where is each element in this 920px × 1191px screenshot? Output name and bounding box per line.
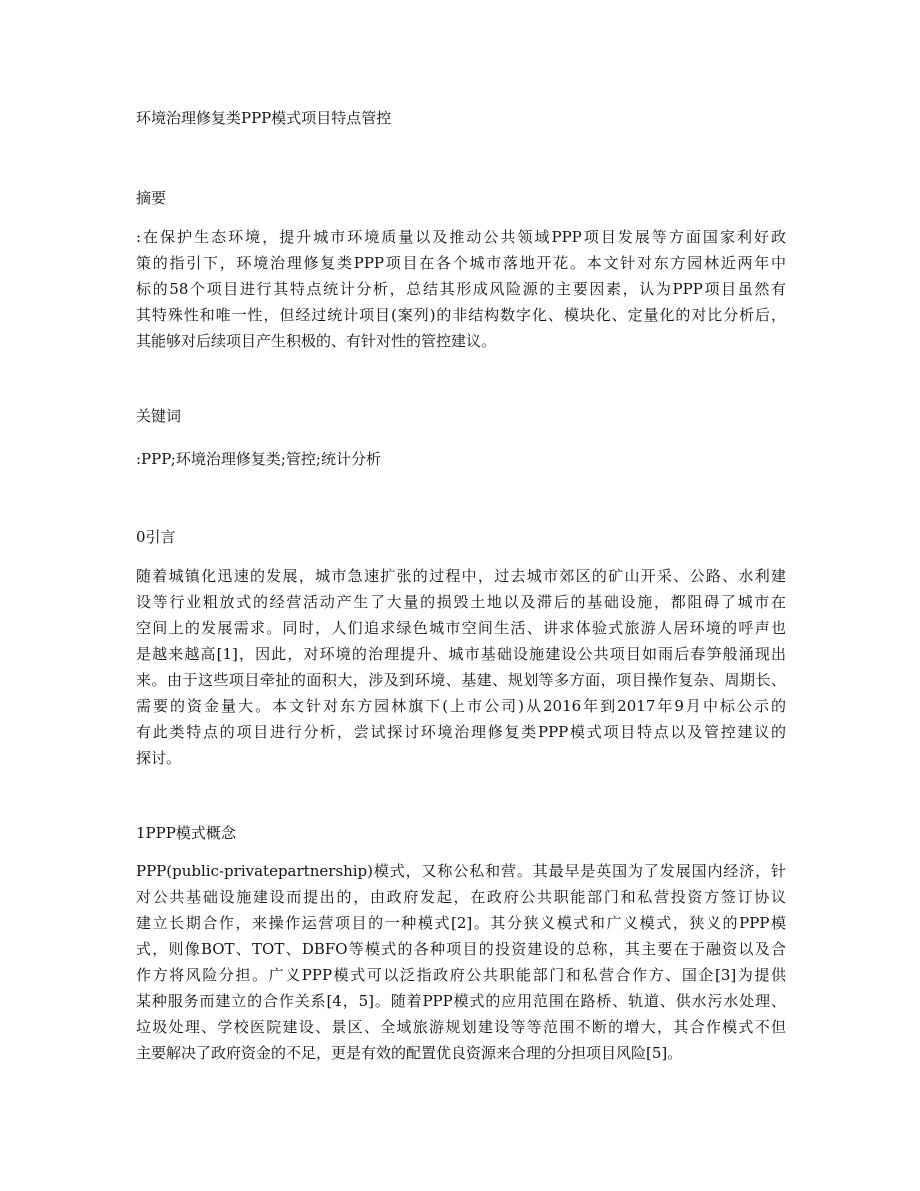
document-title: 环境治理修复类PPP模式项目特点管控 [136, 109, 392, 127]
intro-line: 探讨。 [136, 749, 182, 767]
intro-line: 随着城镇化迅速的发展，城市急速扩张的过程中，过去城市郊区的矿山开采、公路、水利建 [136, 567, 786, 585]
section1-paragraph [136, 858, 786, 1066]
intro-line: 设等行业粗放式的经营活动产生了大量的损毁土地以及滞后的基础设施，都阻碍了城市在 [136, 593, 786, 611]
keywords-heading: 关键词 [136, 407, 182, 425]
keywords-text: :PPP;环境治理修复类;管控;统计分析 [136, 450, 381, 468]
section1-line: 主要解决了政府资金的不足，更是有效的配置优良资源来合理的分担项目风险[5]。 [136, 1044, 683, 1062]
intro-line: 是越来越高[1]，因此，对环境的治理提升、城市基础设施建设公共项目如雨后春笋般涌现出 [136, 645, 786, 663]
abstract-line: 标的58个项目进行其特点统计分析，总结其形成风险源的主要因素，认为PPP项目虽然有 [136, 280, 786, 298]
intro-line: 来。由于这些项目牵扯的面积大，涉及到环境、基建、规划等多方面，项目操作复杂、周期长、 [136, 671, 786, 689]
section1-line: 对公共基础设施建设而提出的，由政府发起，在政府公共职能部门和私营投资方签订协议 [136, 888, 786, 906]
section1-line: 作方将风险分担。广义PPP模式可以泛指政府公共职能部门和私营合作方、国企[3]为提供 [136, 966, 786, 984]
abstract-line: 其特殊性和唯一性，但经过统计项目(案列)的非结构数字化、模块化、定量化的对比分析后， [136, 306, 786, 324]
abstract-line: 策的指引下，环境治理修复类PPP项目在各个城市落地开花。本文针对东方园林近两年中 [136, 254, 786, 272]
section1-line: 式，则像BOT、TOT、DBFO等模式的各种项目的投资建设的总称，其主要在于融资以及合 [136, 940, 786, 958]
section1-line: 某种服务而建立的合作关系[4，5]。随着PPP模式的应用范围在路桥、轨道、供水污水处理、 [136, 992, 786, 1010]
section1-heading: 1PPP模式概念 [136, 824, 236, 842]
abstract-heading: 摘要 [136, 189, 167, 207]
section1-line: 建立长期合作，来操作运营项目的一种模式[2]。其分狭义模式和广义模式，狭义的PPP模 [136, 914, 786, 932]
abstract-line: 其能够对后续项目产生积极的、有针对性的管控建议。 [136, 332, 497, 350]
section1-line: PPP(public-privatepartnership)模式，又称公私和营。其最早是英国为了发展国内经济，针 [136, 862, 786, 880]
abstract-paragraph [136, 224, 786, 354]
abstract-line: :在保护生态环境，提升城市环境质量以及推动公共领域PPP项目发展等方面国家利好政 [136, 228, 786, 246]
intro-line: 有此类特点的项目进行分析，尝试探讨环境治理修复类PPP模式项目特点以及管控建议的 [136, 723, 786, 741]
intro-paragraph [136, 563, 786, 771]
section1-line: 垃圾处理、学校医院建设、景区、全域旅游规划建设等等范围不断的增大，其合作模式不但 [136, 1018, 786, 1036]
intro-line: 需要的资金量大。本文针对东方园林旗下(上市公司)从2016年到2017年9月中标公示的 [136, 697, 786, 715]
intro-line: 空间上的发展需求。同时，人们追求绿色城市空间生活、讲求体验式旅游人居环境的呼声也 [136, 619, 786, 637]
intro-heading: 0引言 [136, 528, 176, 546]
